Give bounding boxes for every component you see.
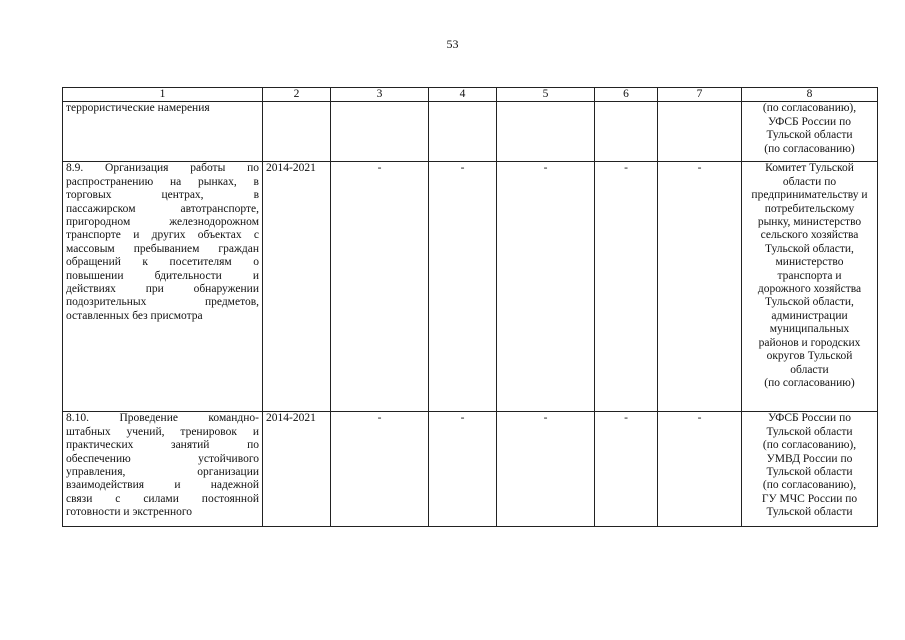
description-line: торговых центрах, в bbox=[66, 189, 259, 202]
responsible-line: (по согласованию), bbox=[762, 439, 857, 452]
value-cell-col-7: - bbox=[658, 412, 742, 527]
description-line: обеспечению устойчивого bbox=[66, 452, 259, 465]
value-cell-col-7 bbox=[658, 102, 742, 162]
value-cell-col-5 bbox=[497, 102, 595, 162]
description-line: повышении бдительности и bbox=[66, 269, 259, 282]
period-cell: 2014-2021 bbox=[263, 412, 331, 527]
value-cell-col-3: - bbox=[331, 162, 429, 412]
description-line: транспорте и других объектах с bbox=[66, 229, 259, 242]
responsible-line: Тульской области, bbox=[765, 296, 854, 309]
responsible-line: Тульской области bbox=[766, 129, 853, 142]
responsible-line: УФСБ России по bbox=[768, 115, 851, 128]
value-cell-col-4 bbox=[429, 102, 497, 162]
responsible-line: Тульской области bbox=[766, 506, 853, 519]
responsible-line: ГУ МЧС России по bbox=[761, 492, 858, 505]
description-line: 8.10. Проведение командно- bbox=[66, 412, 259, 425]
responsible-line: рынку, министерство bbox=[757, 216, 862, 229]
value-cell-col-6: - bbox=[595, 412, 658, 527]
description-line: штабных учений, тренировок и bbox=[66, 425, 259, 438]
value-cell-col-4: - bbox=[429, 162, 497, 412]
responsible-line: (по согласованию), bbox=[762, 479, 857, 492]
responsible-line: Тульской области bbox=[766, 466, 853, 479]
responsible-line: (по согласованию) bbox=[764, 376, 855, 389]
value-cell-col-4: - bbox=[429, 412, 497, 527]
description-line: массовым пребыванием граждан bbox=[66, 242, 259, 255]
description-line: оставленных без присмотра bbox=[66, 309, 203, 322]
responsible-line: УМВД России по bbox=[766, 452, 853, 465]
responsible-line: области по bbox=[782, 175, 837, 188]
value-cell-col-5: - bbox=[497, 412, 595, 527]
measure-description bbox=[63, 162, 263, 412]
responsible-line: администрации bbox=[771, 309, 848, 322]
responsible-line: сельского хозяйства bbox=[760, 229, 859, 242]
value-cell-col-3: - bbox=[331, 412, 429, 527]
responsible-line: районов и городских bbox=[758, 336, 861, 349]
description-line: готовности и экстренного bbox=[66, 506, 193, 519]
column-header-8: 8 bbox=[742, 88, 878, 102]
period-cell: 2014-2021 bbox=[263, 162, 331, 412]
responsible-line: дорожного хозяйства bbox=[757, 283, 862, 296]
description-line: пригородном железнодорожном bbox=[66, 216, 259, 229]
value-cell-col-3 bbox=[331, 102, 429, 162]
column-header-1: 1 bbox=[63, 88, 263, 102]
responsible-line: транспорта и bbox=[777, 269, 842, 282]
period-cell bbox=[263, 102, 331, 162]
column-header-6: 6 bbox=[595, 88, 658, 102]
description-line: взаимодействия и надежной bbox=[66, 479, 259, 492]
responsible-line: муниципальных bbox=[769, 323, 850, 336]
responsible-line: (по согласованию) bbox=[764, 142, 855, 155]
page-number: 53 bbox=[446, 37, 459, 51]
table-row bbox=[63, 162, 878, 412]
description-line: террористические намерения bbox=[66, 102, 210, 115]
column-header-3: 3 bbox=[331, 88, 429, 102]
table-body bbox=[63, 102, 878, 527]
column-header-2: 2 bbox=[263, 88, 331, 102]
responsible-line: предпринимательству и bbox=[751, 189, 868, 202]
responsible-line: округов Тульской bbox=[766, 350, 853, 363]
measures-table bbox=[62, 87, 878, 527]
description-line: 8.9. Организация работы по bbox=[66, 162, 259, 175]
value-cell-col-6 bbox=[595, 102, 658, 162]
responsible-line: Тульской области, bbox=[765, 242, 854, 255]
measure-description bbox=[63, 102, 263, 162]
value-cell-col-6: - bbox=[595, 162, 658, 412]
table-row bbox=[63, 102, 878, 162]
value-cell-col-5: - bbox=[497, 162, 595, 412]
description-line: связи с силами постоянной bbox=[66, 492, 259, 505]
responsible-line: Тульской области bbox=[766, 425, 853, 438]
header-row bbox=[63, 88, 878, 102]
value-cell-col-7: - bbox=[658, 162, 742, 412]
measure-description bbox=[63, 412, 263, 527]
responsible-line: УФСБ России по bbox=[768, 412, 851, 425]
responsible-cell bbox=[742, 412, 878, 527]
responsible-line: области bbox=[790, 363, 829, 376]
column-header-5: 5 bbox=[497, 88, 595, 102]
description-line: пассажирском автотранспорте, bbox=[66, 202, 259, 215]
description-line: обращений к посетителям о bbox=[66, 256, 259, 269]
responsible-cell bbox=[742, 162, 878, 412]
responsible-line: министерство bbox=[775, 256, 844, 269]
column-header-4: 4 bbox=[429, 88, 497, 102]
responsible-cell bbox=[742, 102, 878, 162]
column-header-7: 7 bbox=[658, 88, 742, 102]
description-line: управления, организации bbox=[66, 466, 259, 479]
description-line: действиях при обнаружении bbox=[66, 283, 259, 296]
description-line: подозрительных предметов, bbox=[66, 296, 259, 309]
description-line: практических занятий по bbox=[66, 439, 259, 452]
responsible-line: Комитет Тульской bbox=[765, 162, 854, 175]
description-line: распространению на рынках, в bbox=[66, 175, 259, 188]
responsible-line: (по согласованию), bbox=[762, 102, 857, 115]
table-row bbox=[63, 412, 878, 527]
responsible-line: потребительскому bbox=[764, 202, 855, 215]
